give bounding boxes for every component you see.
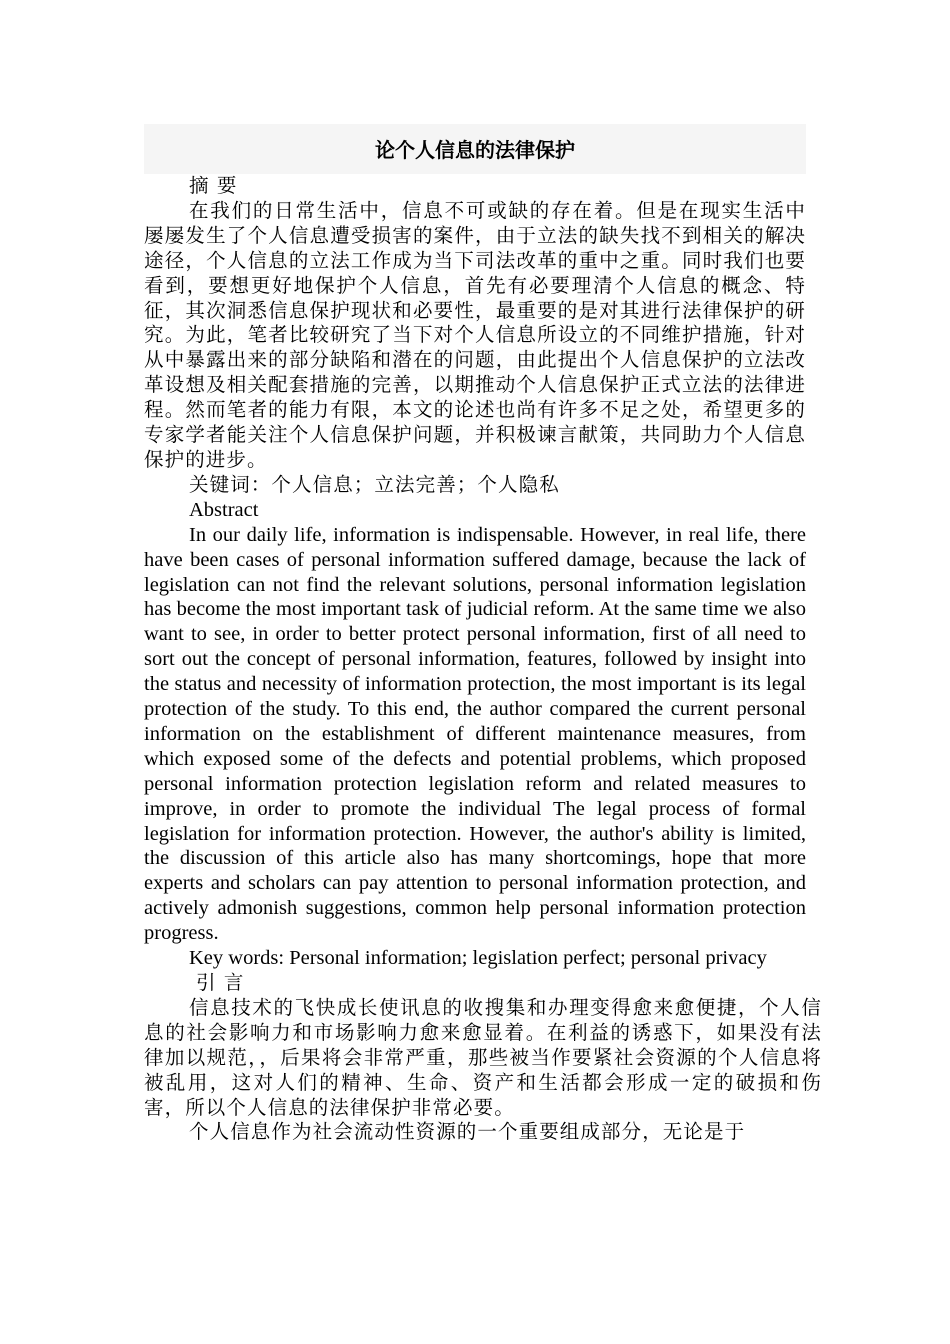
intro-heading: 引 言 <box>196 971 245 994</box>
intro-paragraph-1: 信息技术的飞快成长使讯息的收搜集和办理变得愈来愈便捷，个人信息的社会影响力和市场影响力愈来愈显着。在利益的诱惑下，如果没有法律加以规范，，后果将会非常严重，那些被当作要紧社会资源的个人信息将被乱用，这对人们的精神、生命、资产和生活都会形成一定的破损和伤害，所以个人信息的法律保护非常必要。 <box>144 995 822 1119</box>
abstract-cn-body: 在我们的日常生活中，信息不可或缺的存在着。但是在现实生活中屡屡发生了个人信息遭受损害的案件，由于立法的缺失找不到相关的解决途径，个人信息的立法工作成为当下司法改革的重中之重。同时我们也要看到，要想更好地保护个人信息，首先有必要理清个人信息的概念、特征，其次洞悉信息保护现状和必要性，最重要的是对其进行法律保护的研究。为此，笔者比较研究了当下对个人信息所设立的不同维护措施，针对从中暴露出来的部分缺陷和潜在的问题，由此提出个人信息保护的立法改革设想及相关配套措施的完善，以期推动个人信息保护正式立法的法律进程。然而笔者的能力有限，本文的论述也尚有许多不足之处，希望更多的专家学者能关注个人信息保护问题，并积极谏言献策，共同助力个人信息保护的进步。 <box>144 198 806 471</box>
keywords-en: Key words: Personal information; legislation perfect; personal privacy <box>189 947 767 970</box>
abstract-en-heading: Abstract <box>189 498 259 521</box>
document-title: 论个人信息的法律保护 <box>144 124 806 174</box>
keywords-cn: 关键词：个人信息；立法完善；个人隐私 <box>189 472 560 496</box>
document-body <box>144 174 822 1145</box>
abstract-en-body: In our daily life, information is indispensable. However, in real life, there have been cases of personal information suffered damage, because the lack of legislation can not find the relevant solutions, personal information legislation has become the most important task of judicial reform. At the same time we also want to see, in order to better protect personal information, first of all need to sort out the concept of personal information, features, followed by insight into the status and necessity of information protection, the most important is its legal protection of the study. To this end, the author compared the current personal information on the establishment of different maintenance measures, from which exposed some of the defects and potential problems, which proposed personal information protection legislation reform and related measures to improve, in order to promote the individual The legal process of formal legislation for information protection. However, the author's ability is limited, the discussion of this article also has many shortcomings, hope that more experts and scholars can pay attention to personal information protection, and actively admonish suggestions, common help personal information protection progress. <box>144 523 806 945</box>
abstract-cn-heading: 摘 要 <box>189 174 238 197</box>
intro-paragraph-2: 个人信息作为社会流动性资源的一个重要组成部分，无论是于 <box>189 1120 746 1144</box>
